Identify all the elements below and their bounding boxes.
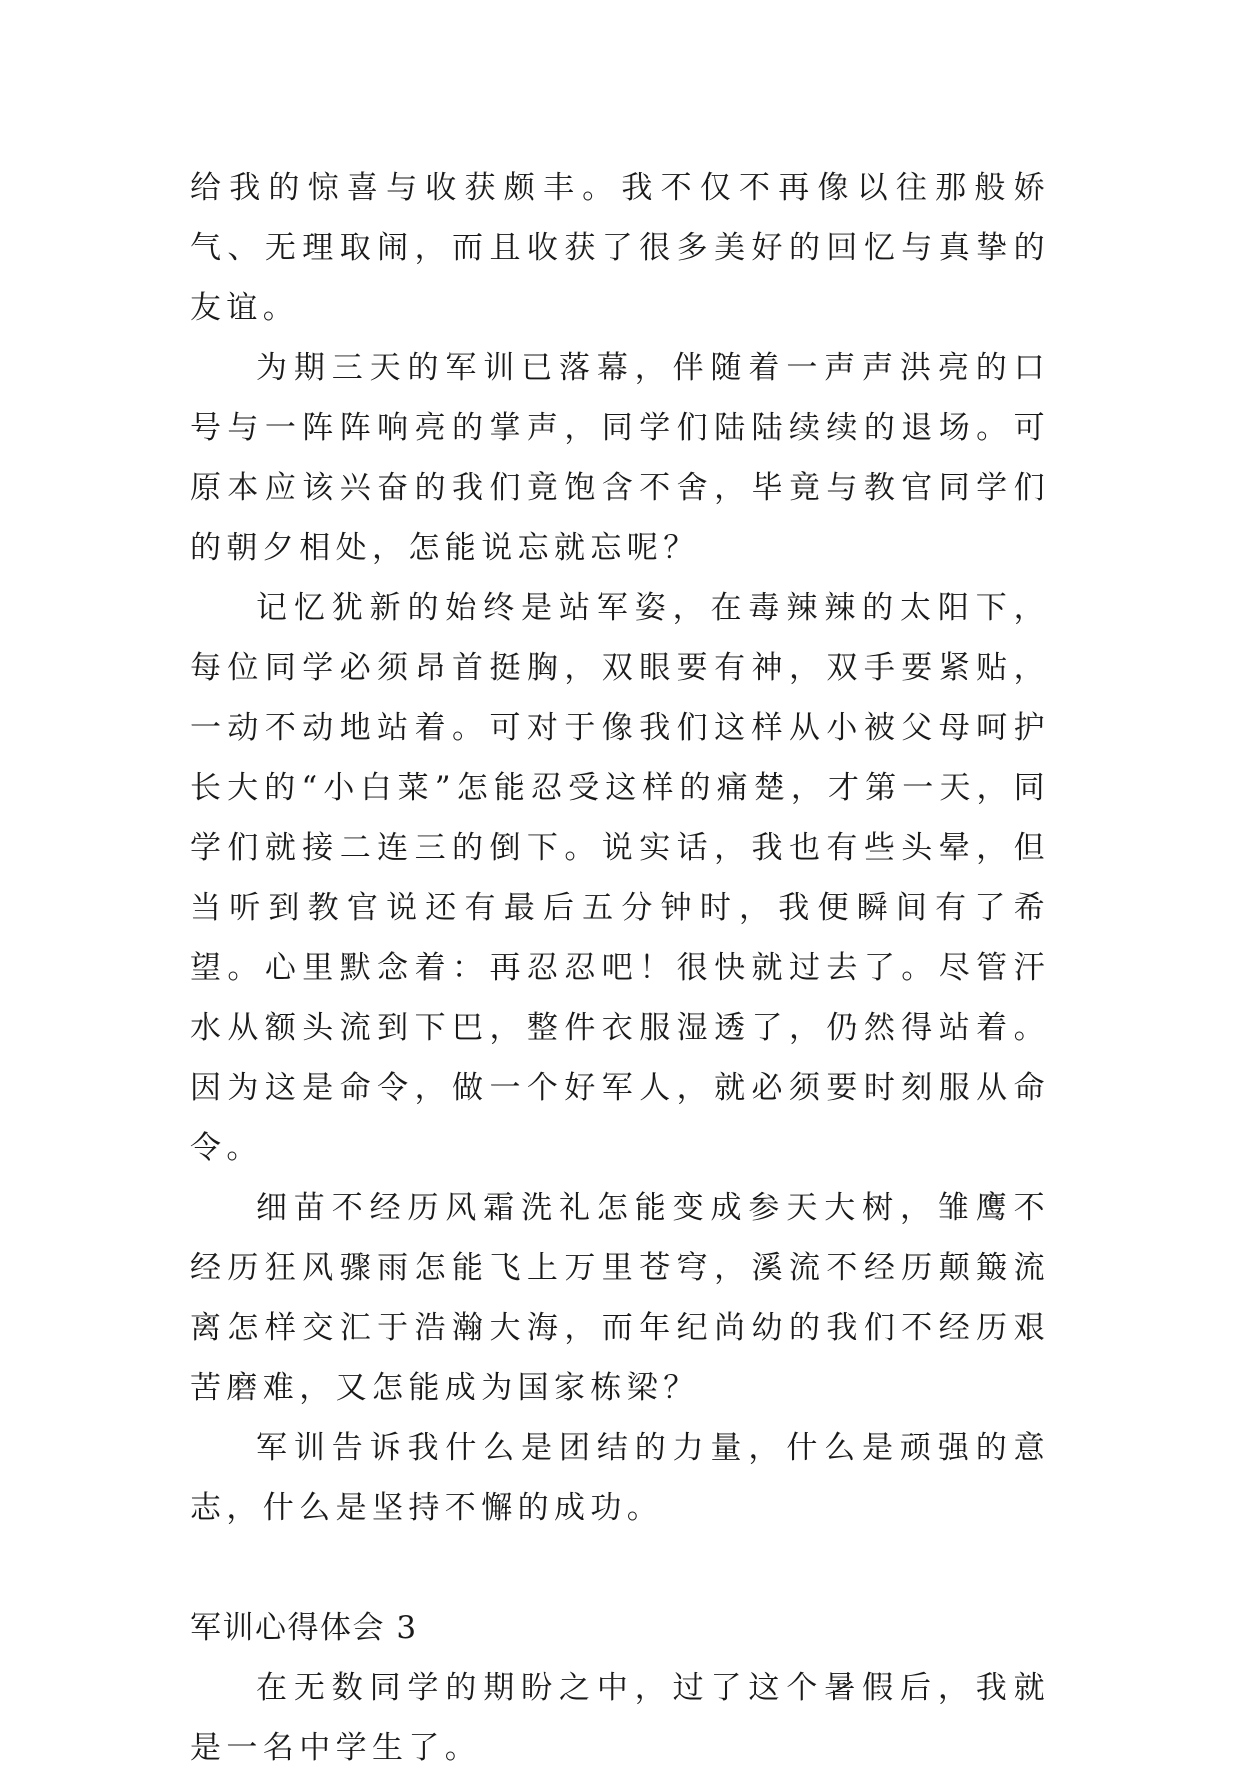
paragraph-6: 在无数同学的期盼之中，过了这个暑假后，我就是一名中学生了。 [190, 1670, 1050, 1766]
paragraph-4: 细苗不经历风霜洗礼怎能变成参天大树，雏鹰不经历狂风骤雨怎能飞上万里苍穹，溪流不经历颠簸流离怎样交汇于浩瀚大海，而年纪尚幼的我们不经历艰苦磨难，又怎能成为国家栋梁？ [190, 1190, 1050, 1406]
paragraph-5: 军训告诉我什么是团结的力量，什么是顽强的意志，什么是坚持不懈的成功。 [190, 1430, 1050, 1526]
paragraph-1: 给我的惊喜与收获颇丰。我不仅不再像以往那般娇气、无理取闹，而且收获了很多美好的回忆与真挚的友谊。 [190, 170, 1050, 326]
section-heading: 军训心得体会 3 [190, 1610, 418, 1646]
paragraph-2: 为期三天的军训已落幕，伴随着一声声洪亮的口号与一阵阵响亮的掌声，同学们陆陆续续的退场。可原本应该兴奋的我们竟饱含不舍，毕竟与教官同学们的朝夕相处，怎能说忘就忘呢？ [190, 350, 1050, 566]
paragraph-3: 记忆犹新的始终是站军姿，在毒辣辣的太阳下，每位同学必须昂首挺胸，双眼要有神，双手要紧贴，一动不动地站着。可对于像我们这样从小被父母呵护长大的“小白菜”怎能忍受这样的痛楚，才第一天，同学们就接二连三的倒下。说实话，我也有些头晕，但当听到教官说还有最后五分钟时，我便瞬间有了希望。心里默念着：再忍忍吧！很快就过去了。尽管汗水从额头流到下巴，整件衣服湿透了，仍然得站着。因为这是命令，做一个好军人，就必须要时刻服从命令。 [190, 590, 1050, 1166]
document-body [190, 158, 1050, 1778]
